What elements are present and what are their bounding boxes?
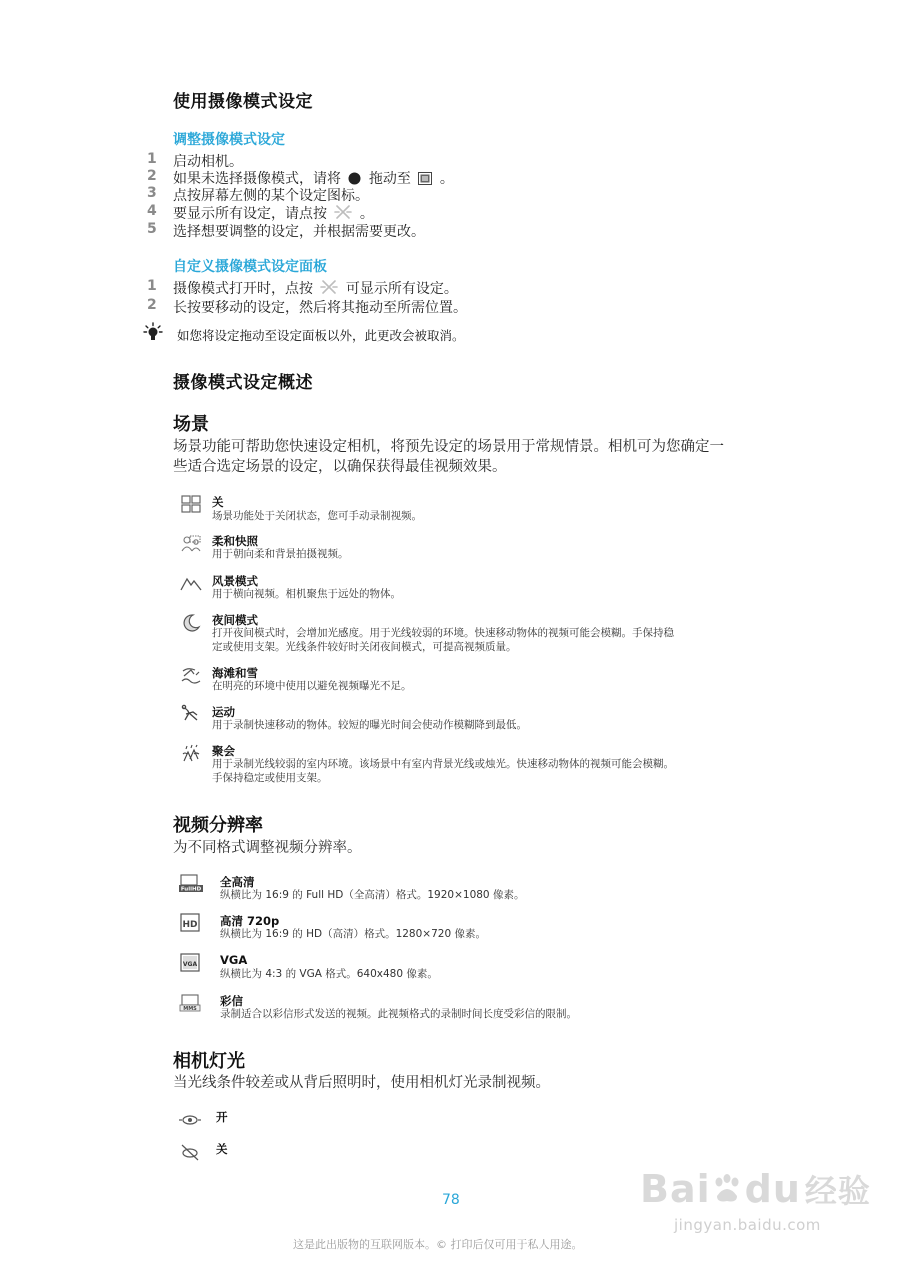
settings-tools-icon <box>334 204 352 220</box>
light-on-icon <box>178 1110 202 1130</box>
footer-note: 这是此出版物的互联网版本。© 打印后仅可用于私人用途。 <box>293 1238 583 1251</box>
resolution-heading: 视频分辨率 <box>173 815 263 836</box>
mms-icon <box>178 993 204 1013</box>
soft-snap-icon <box>180 534 202 554</box>
scene-item-title: 风景模式 <box>212 574 258 588</box>
page-number: 78 <box>442 1192 460 1208</box>
resolution-item-title: 全高清 <box>220 875 255 889</box>
watermark-brand-a: Bai <box>640 1167 711 1211</box>
vga-icon <box>178 953 204 973</box>
tip-text: 如您将设定拖动至设定面板以外，此更改会被取消。 <box>177 328 465 343</box>
resolution-item-desc: 纵横比为 4:3 的 VGA 格式。640x480 像素。 <box>220 968 438 980</box>
step-number: 1 <box>147 151 157 167</box>
step-text: 拖动至 <box>368 171 411 187</box>
step-text: 启动相机。 <box>173 154 243 170</box>
customize-step-1 <box>147 278 458 298</box>
step-text: 要显示所有设定，请点按 <box>173 206 327 222</box>
watermark-url: jingyan.baidu.com <box>674 1216 821 1234</box>
settings-tools-icon <box>320 279 338 295</box>
light-item-title: 关 <box>216 1142 228 1156</box>
night-icon <box>180 613 202 633</box>
scene-item-title: 关 <box>212 495 224 509</box>
step-number: 1 <box>147 278 157 294</box>
step-text: 。 <box>359 206 374 222</box>
scene-item-desc: 用于朝向柔和背景拍摄视频。 <box>212 548 349 560</box>
customize-step-2 <box>147 297 467 317</box>
adjust-step-3 <box>147 185 369 205</box>
hd-720-icon <box>178 913 204 933</box>
customize-heading: 自定义摄像模式设定面板 <box>173 259 327 275</box>
scene-item-desc: 用于横向视频。相机聚焦于远处的物体。 <box>212 588 401 600</box>
scene-item-title: 夜间模式 <box>212 613 258 627</box>
scene-item-desc: 用于录制快速移动的物体。较短的曝光时间会使动作模糊降到最低。 <box>212 719 527 731</box>
light-heading: 相机灯光 <box>173 1051 245 1072</box>
scene-item-title: 运动 <box>212 705 235 719</box>
step-text: 点按屏幕左侧的某个设定图标。 <box>173 188 369 204</box>
resolution-item-desc: 录制适合以彩信形式发送的视频。此视频格式的录制时间长度受彩信的限制。 <box>220 1008 577 1020</box>
step-number: 2 <box>147 168 157 184</box>
adjust-heading: 调整摄像模式设定 <box>173 132 285 148</box>
badge-text: FullHD <box>180 886 202 893</box>
step-number: 4 <box>147 203 157 219</box>
resolution-item-title: VGA <box>220 953 248 967</box>
step-text: 长按要移动的设定，然后将其拖动至所需位置。 <box>173 300 467 316</box>
step-number: 3 <box>147 185 157 201</box>
scene-description <box>173 437 773 477</box>
scene-item-title: 海滩和雪 <box>212 666 258 680</box>
step-text: 。 <box>439 171 454 187</box>
adjust-step-4 <box>147 203 374 223</box>
shutter-dot-icon <box>348 172 361 185</box>
light-item-title: 开 <box>216 1110 228 1124</box>
resolution-item-title: 高清 720p <box>220 914 280 928</box>
badge-text: VGA <box>182 961 198 968</box>
light-off-icon <box>178 1142 202 1162</box>
step-text: 可显示所有设定。 <box>345 281 458 297</box>
scene-item-desc: 场景功能处于关闭状态，您可手动录制视频。 <box>212 510 422 522</box>
scene-heading: 场景 <box>173 414 209 435</box>
overview-title: 摄像模式设定概述 <box>173 373 313 393</box>
resolution-item-desc: 纵横比为 16:9 的 Full HD（全高清）格式。1920×1080 像素。 <box>220 889 525 901</box>
tip-bulb-icon <box>143 322 163 342</box>
scene-off-icon <box>180 494 202 514</box>
light-description: 当光线条件较差或从背后照明时，使用相机灯光录制视频。 <box>173 1075 550 1091</box>
resolution-description: 为不同格式调整视频分辨率。 <box>173 840 362 856</box>
watermark-brand-c: 经验 <box>804 1172 871 1210</box>
scene-item-desc: 手保持稳定或使用支架。 <box>212 772 328 784</box>
step-number: 5 <box>147 221 157 237</box>
step-text: 如果未选择摄像模式，请将 <box>173 171 341 187</box>
scene-item-title: 柔和快照 <box>212 534 258 548</box>
scene-item-desc: 在明亮的环境中使用以避免视频曝光不足。 <box>212 680 412 692</box>
step-text: 摄像模式打开时，点按 <box>173 281 313 297</box>
scene-item-desc: 用于录制光线较弱的室内环境。该场景中有室内背景光线或烛光。快速移动物体的视频可能会模糊。 <box>212 758 674 770</box>
step-number: 2 <box>147 297 157 313</box>
video-mode-icon <box>418 172 432 185</box>
scene-desc-line: 些适合选定场景的设定，以确保获得最佳视频效果。 <box>173 459 507 475</box>
paw-icon <box>711 1174 745 1204</box>
scene-desc-line: 场景功能可帮助您快速设定相机，将预先设定的场景用于常规情景。相机可为您确定一 <box>173 439 724 455</box>
beach-snow-icon <box>180 666 202 686</box>
party-icon <box>180 744 202 764</box>
adjust-step-5 <box>147 221 425 241</box>
page-title: 使用摄像模式设定 <box>173 92 313 112</box>
resolution-item-desc: 纵横比为 16:9 的 HD（高清）格式。1280×720 像素。 <box>220 928 486 940</box>
step-text: 选择想要调整的设定，并根据需要更改。 <box>173 224 425 240</box>
landscape-icon <box>180 573 202 593</box>
scene-item-desc: 定或使用支架。光线条件较好时关闭夜间模式，可提高视频质量。 <box>212 641 517 653</box>
watermark-brand-b: du <box>744 1167 801 1211</box>
resolution-item-title: 彩信 <box>220 994 243 1008</box>
full-hd-icon <box>178 873 204 893</box>
badge-text: HD <box>182 920 198 930</box>
scene-item-title: 聚会 <box>212 744 235 758</box>
sports-icon <box>180 704 202 724</box>
scene-item-desc: 打开夜间模式时，会增加光感度。用于光线较弱的环境。快速移动物体的视频可能会模糊。手保持稳 <box>212 627 674 639</box>
badge-text: MMS <box>183 1006 197 1012</box>
watermark-brand <box>640 1166 871 1212</box>
